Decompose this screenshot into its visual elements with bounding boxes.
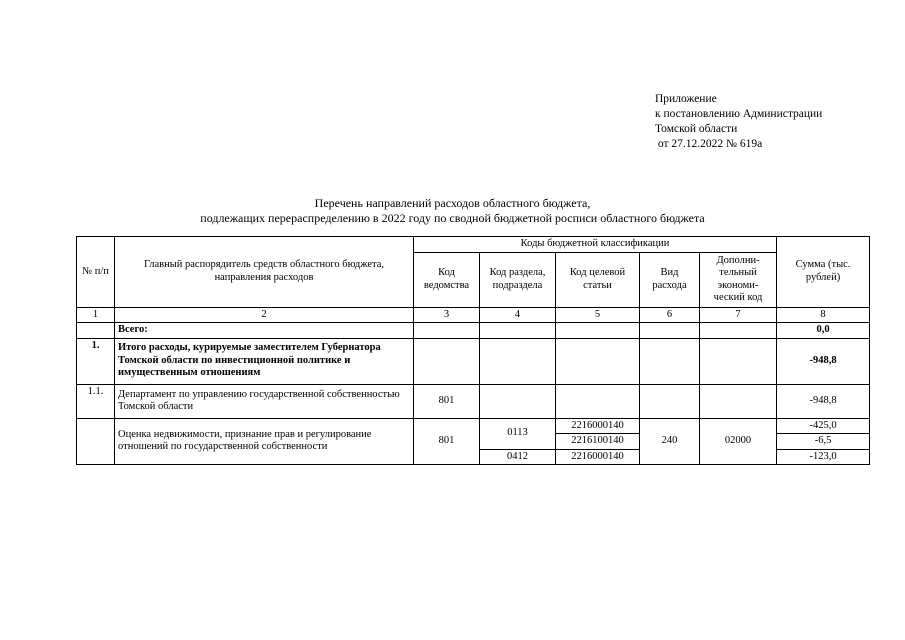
row-1-sum: -948,8 — [777, 338, 870, 384]
table-row-1 — [77, 338, 870, 384]
eval-sum-3: -123,0 — [777, 449, 870, 465]
appendix-block — [655, 92, 822, 152]
header-name: Главный распорядитель средств областного бюджета, направления расходов — [115, 237, 414, 308]
row-1-1-num: 1.1. — [77, 384, 115, 418]
col-number: 1 — [77, 307, 115, 323]
eval-razdel-a: 0113 — [480, 418, 556, 449]
header-vid: Вид расхода — [640, 252, 700, 307]
col-number: 8 — [777, 307, 870, 323]
eval-num-cell — [77, 418, 115, 465]
row-1-1-name: Департамент по управлению государственной собственностью Томской области — [115, 384, 414, 418]
header-vedomstvo: Код ведомства — [414, 252, 480, 307]
header-num: № п/п — [77, 237, 115, 308]
col-number: 6 — [640, 307, 700, 323]
empty-cell — [480, 323, 556, 339]
col-number: 3 — [414, 307, 480, 323]
header-statya: Код целевой статьи — [556, 252, 640, 307]
empty-cell — [700, 338, 777, 384]
empty-cell — [556, 338, 640, 384]
col-number: 2 — [115, 307, 414, 323]
title-line-1: Перечень направлений расходов областного бюджета, — [314, 196, 591, 210]
eval-sum-2: -6,5 — [777, 434, 870, 450]
eval-vedomstvo: 801 — [414, 418, 480, 465]
eval-dop: 02000 — [700, 418, 777, 465]
empty-cell — [640, 338, 700, 384]
total-row — [77, 323, 870, 339]
row-1-num: 1. — [77, 338, 115, 384]
appendix-line-1: Приложение — [655, 93, 717, 105]
eval-statya-1: 2216000140 — [556, 418, 640, 434]
header-dop: Дополни-тельный экономи-ческий код — [700, 252, 777, 307]
total-sum: 0,0 — [777, 323, 870, 339]
budget-table — [76, 236, 870, 465]
empty-cell — [480, 338, 556, 384]
eval-name: Оценка недвижимости, признание прав и регулирование отношений по государственной собственности — [115, 418, 414, 465]
eval-razdel-b: 0412 — [480, 449, 556, 465]
eval-statya-2: 2216100140 — [556, 434, 640, 450]
header-razdel: Код раздела, подраздела — [480, 252, 556, 307]
eval-statya-3: 2216000140 — [556, 449, 640, 465]
column-number-row — [77, 307, 870, 323]
row-1-name: Итого расходы, курируемые заместителем Губернатора Томской области по инвестиционной политике и имущественным отношениям — [115, 338, 414, 384]
eval-vid: 240 — [640, 418, 700, 465]
row-1-1-sum: -948,8 — [777, 384, 870, 418]
col-number: 5 — [556, 307, 640, 323]
document-title — [0, 196, 905, 226]
empty-cell — [414, 323, 480, 339]
empty-cell — [556, 323, 640, 339]
empty-cell — [640, 323, 700, 339]
empty-cell — [640, 384, 700, 418]
col-number: 7 — [700, 307, 777, 323]
empty-cell — [414, 338, 480, 384]
table-row-1-1 — [77, 384, 870, 418]
header-codes-group: Коды бюджетной классификации — [414, 237, 777, 253]
total-label: Всего: — [115, 323, 414, 339]
row-1-1-vedomstvo: 801 — [414, 384, 480, 418]
appendix-line-2: к постановлению Администрации — [655, 108, 823, 120]
total-num-cell — [77, 323, 115, 339]
header-row-1 — [77, 237, 870, 253]
col-number: 4 — [480, 307, 556, 323]
title-line-2: подлежащих перераспределению в 2022 году по сводной бюджетной росписи областного бюджета — [200, 211, 705, 225]
empty-cell — [556, 384, 640, 418]
header-sum: Сумма (тыс. рублей) — [777, 237, 870, 308]
appendix-line-4: от 27.12.2022 № 619а — [655, 138, 763, 150]
appendix-line-3: Томской области — [655, 123, 738, 135]
empty-cell — [700, 384, 777, 418]
empty-cell — [700, 323, 777, 339]
empty-cell — [480, 384, 556, 418]
table-row-eval-1 — [77, 418, 870, 434]
eval-sum-1: -425,0 — [777, 418, 870, 434]
